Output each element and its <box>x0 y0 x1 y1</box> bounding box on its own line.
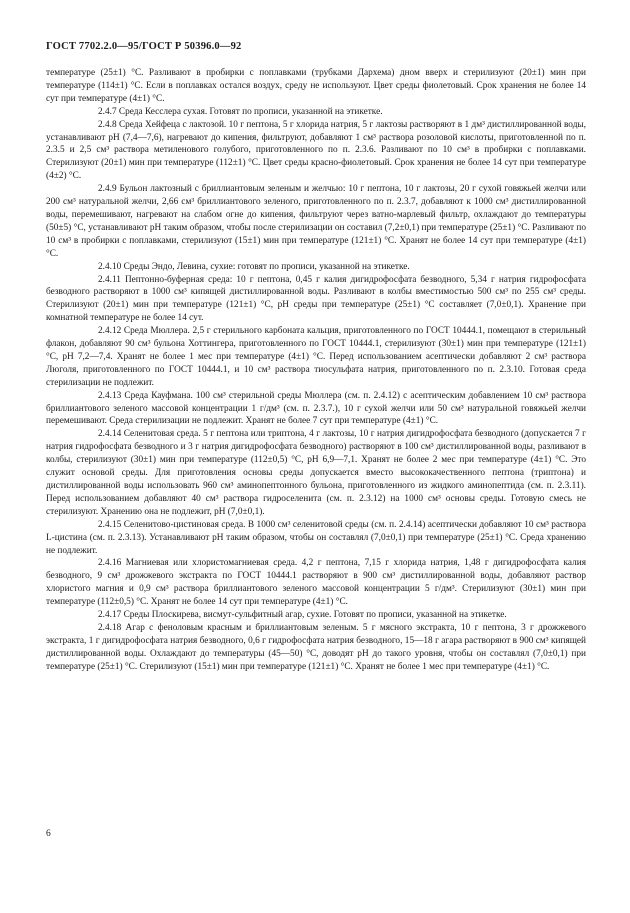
paragraph: 2.4.15 Селенитово-цистиновая среда. В 1000 см³ селенитовой среды (см. п. 2.4.14) асептически добавляют 10 см³ раствора L-цистина (см. п. 2.3.13). Устанавливают pH таким образом, чтобы он составлял (7,0±0,1) при температуре (25±1) °С. Среда хранению не подлежит. <box>46 519 586 556</box>
page-number: 6 <box>46 829 51 839</box>
page-header: ГОСТ 7702.2.0—95/ГОСТ Р 50396.0—92 <box>46 41 242 52</box>
paragraph: 2.4.8 Среда Хейфеца с лактозой. 10 г пептона, 5 г хлорида натрия, 5 г лактозы растворяют в 1 дм³ дистиллированной воды, устанавливают pH (7,4—7,6), нагревают до кипения, фильтруют, добавляют 1 см³ раствора розоловой кислоты, приготовленной по п. 2.3.5 и 2,5 см³ раствора метиленового голубого, приготовленного по п. 2.3.6. Разливают по 10 см³ в пробирки с поплавками. Стерилизуют (20±1) мин при температуре (112±1) °С. Цвет среды красно-фиолетовый. Срок хранения не более 14 сут при температуре (4±2) °С. <box>46 119 586 182</box>
paragraph: 2.4.12 Среда Мюллера. 2,5 г стерильного карбоната кальция, приготовленного по ГОСТ 10444.1, помещают в стерильный флакон, добавляют 90 см³ бульона Хоттингера, приготовленного по ГОСТ 10444.1, стерилизуют (30±1) мин при температуре (121±1) °С, pH 7,2—7,4. Хранят не более 1 мес при температуре (4±1) °С. Перед использованием асептически добавляют 2 см³ раствора Люголя, приготовленного по ГОСТ 10444.1, и 10 см³ раствора тиосульфата натрия, приготовленного по п. 2.3.10. Готовая среда стерилизации не подлежит. <box>46 326 586 388</box>
paragraph: 2.4.14 Селенитовая среда. 5 г пептона или триптона, 4 г лактозы, 10 г натрия дигидрофосфата безводного (допускается 7 г натрия гидрофосфата безводного и 3 г натрия дигидрофосфата безводного) растворяют в 100 см³ дистиллированной воды, разливают в колбы, стерилизуют (30±1) мин при температуре (112±0,5) °С, pH 6,9—7,1. Хранят не более 2 мес при температуре (4±1) °С. Это служит основой среды. Для приготовления основы среды допускается вместо высококачественного пептона (триптона) и дистиллированной воды использовать 960 см³ аминопептонного бульона, приготовленного из жидкого аминопептида (см. п. 2.3.11). Перед использованием добавляют 40 см³ раствора гидроселенита (см. п. 2.3.12) на 1000 см³ основы среды. Готовую смесь не стерилизуют. Хранению она не подлежит, pH (7,0±0,1). <box>46 429 586 517</box>
paragraph: 2.4.7 Среда Кесслера сухая. Готовят по прописи, указанной на этикетке. <box>98 106 383 117</box>
paragraph: 2.4.11 Пептонно-буферная среда: 10 г пептона, 0,45 г калия дигидрофосфата безводного, 5,34 г натрия гидрофосфата безводного растворяют в 1000 см³ кипящей дистиллированной воды. Разливают в колбы вместимостью 500 см³ по 255 см³ среды. Стерилизуют (20±1) мин при температуре (121±1) °С, pH среды при температуре (25±1) °С составляет (7,0±0,1). Хранение при комнатной температуре не более 14 сут. <box>46 274 586 324</box>
document-body <box>46 67 586 674</box>
paragraph: температуре (25±1) °С. Разливают в пробирки с поплавками (трубками Дархема) дном вверх и стерилизуют (20±1) мин при температуре (114±1) °С. Если в поплавках остался воздух, среду не используют. Цвет среды фиолетовый. Срок хранения не более 14 сут при температуре (4±1) °С. <box>46 68 586 104</box>
paragraph: 2.4.17 Среды Плоскирева, висмут-сульфитный агар, сухие. Готовят по прописи, указанной на этикетке. <box>98 610 507 621</box>
paragraph: 2.4.18 Агар с феноловым красным и бриллиантовым зеленым. 5 г мясного экстракта, 10 г пептона, 3 г дрожжевого экстракта, 1 г дигидрофосфата натрия безводного, 0,6 г гидрофосфата натрия безводного, 15—18 г агара растворяют в 900 см³ кипящей дистиллированной воды. Охлаждают до температуры (45—50) °С, доводят pH до такого уровня, чтобы он составлял (7,0±0,1) при температуре (25±1) °С. Стерилизуют (15±1) мин при температуре (121±1) °С. Хранят не более 1 мес при температуре (4±1) °С. <box>46 622 586 672</box>
paragraph: 2.4.10 Среды Эндо, Левина, сухие: готовят по прописи, указанной на этикетке. <box>98 261 410 272</box>
paragraph: 2.4.13 Среда Кауфмана. 100 см³ стерильной среды Мюллера (см. п. 2.4.12) с асептическим добавлением 10 см³ раствора бриллиантового зеленого массовой концентрации 1 г/дм³ (см. п. 2.3.7.), 10 г сухой желчи или 50 см³ натуральной говяжьей желчи перемешивают. Среда стерилизации не подлежит. Хранят не более 7 сут при температуре (4±1) °С. <box>46 390 586 427</box>
paragraph: 2.4.16 Магниевая или хлористомагниевая среда. 4,2 г пептона, 7,15 г хлорида натрия, 1,48 г дигидрофосфата калия безводного, 9 см³ дрожжевого экстракта по ГОСТ 10444.1 растворяют в 900 см³ дистиллированной воды, добавляют раствор хлористого магния и 0,9 см³ раствора бриллиантового зеленого массовой концентрации 5 г/дм³. Стерилизуют (30±1) мин при температуре (112±0,5) °С. Хранят не более 14 сут при температуре (4±1) °С. <box>46 558 586 608</box>
paragraph: 2.4.9 Бульон лактозный с бриллиантовым зеленым и желчью: 10 г пептона, 10 г лактозы, 20 г сухой говяжьей желчи или 200 см³ натуральной желчи, 2,66 см³ бриллиантового зеленого, приготовленного по п. 2.3.7, добавляют к 1000 см³ дистиллированной воды, перемешивают, нагревают на слабом огне до кипения, фильтруют через ватно-марлевый фильтр, охлаждают до температуры (50±5) °С, устанавливают pH таким образом, чтобы после стерилизации он составил (7,2±0,1) при температуре (25±1) °С. Разливают по 10 см³ в пробирки с поплавками, стерилизуют (15±1) мин при температуре (121±1) °С. Хранят не более 14 сут при температуре (4±1) °С. <box>46 184 586 259</box>
